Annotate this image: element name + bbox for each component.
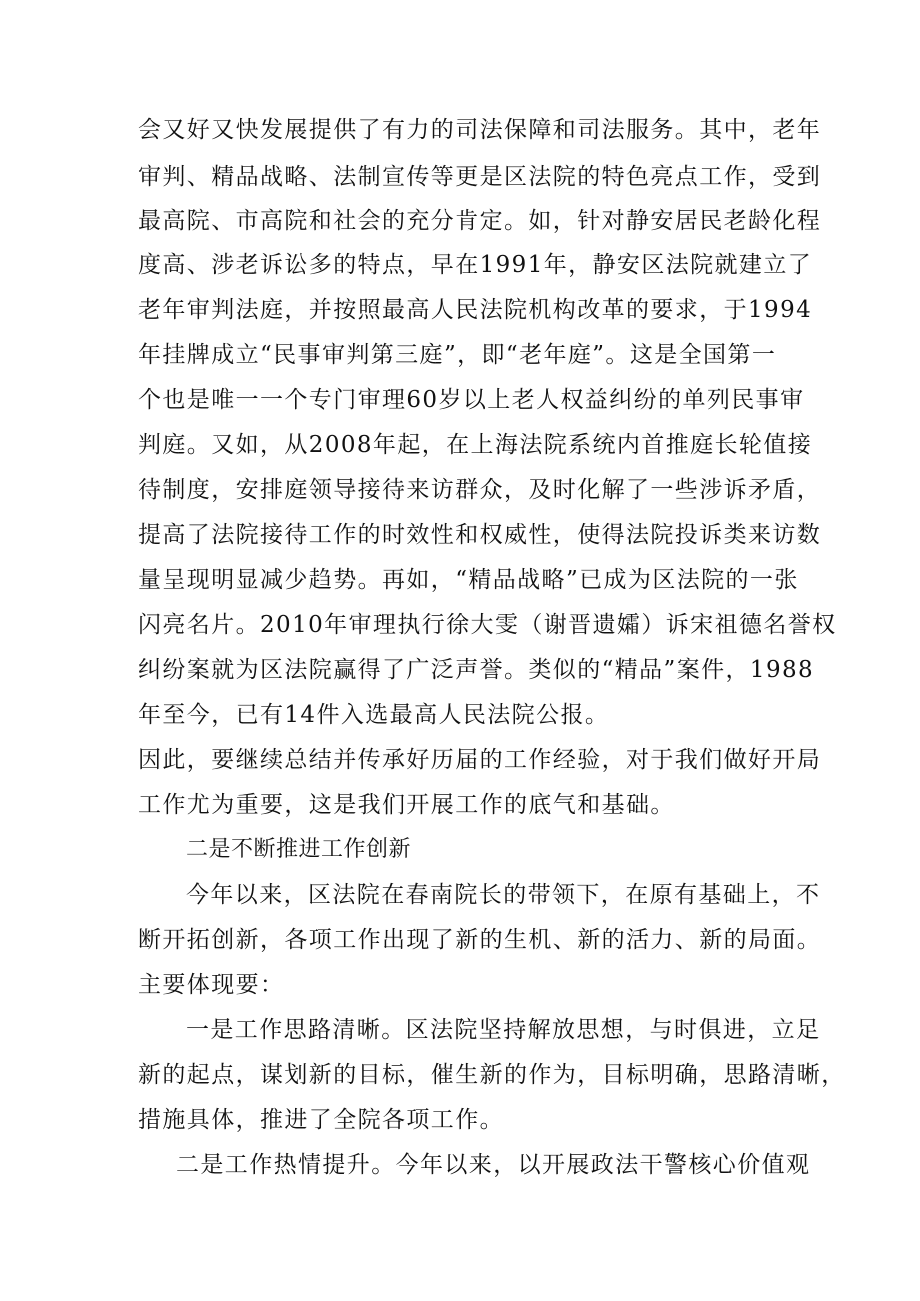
body-text-line: 年至今，已有14件入选最高人民法院公报。 [138, 702, 610, 728]
body-text-line: 判庭。又如，从2008年起，在上海法院系统内首推庭长轮值接 [138, 432, 813, 458]
body-text-line: 闪亮名片。2010年审理执行徐大雯（谢晋遗孀）诉宋祖德名誉权 [138, 612, 837, 638]
body-text-line: 因此，要继续总结并传承好历届的工作经验，对于我们做好开局 [138, 747, 822, 773]
body-text-line: 审判、精品战略、法制宣传等更是区法院的特色亮点工作，受到 [138, 164, 822, 190]
body-text-line: 新的起点，谋划新的目标，催生新的作为，目标明确，思路清晰， [138, 1062, 846, 1088]
body-text-line: 纠纷案就为区法院赢得了广泛声誉。类似的“精品”案件，1988 [138, 657, 815, 683]
body-text-line: 断开拓创新，各项工作出现了新的生机、新的活力、新的局面。 [138, 927, 822, 953]
body-text-line: 二是工作热情提升。今年以来，以开展政法干警核心价值观 [176, 1152, 811, 1178]
body-text-line: 工作尤为重要，这是我们开展工作的底气和基础。 [138, 792, 675, 818]
body-text-line: 老年审判法庭，并按照最高人民法院机构改革的要求，于1994 [138, 297, 813, 323]
section-heading: 二是不断推进工作创新 [186, 837, 412, 862]
body-text-line: 待制度，安排庭领导接待来访群众，及时化解了一些涉诉矛盾， [138, 477, 822, 503]
body-text-line: 提高了法院接待工作的时效性和权威性，使得法院投诉类来访数 [138, 522, 822, 548]
body-text-line: 最高院、市高院和社会的充分肯定。如，针对静安居民老龄化程 [138, 208, 822, 234]
body-text-line: 会又好又快发展提供了有力的司法保障和司法服务。其中，老年 [138, 117, 822, 143]
body-text-line: 个也是唯一一个专门审理60岁以上老人权益纠纷的单列民事审 [138, 387, 805, 413]
body-text-line: 主要体现要： [138, 972, 285, 998]
body-text-line: 年挂牌成立“民事审判第三庭”，即“老年庭”。这是全国第一 [138, 342, 777, 368]
body-text-line: 一是工作思路清晰。区法院坚持解放思想，与时俱进，立足 [186, 1017, 821, 1043]
body-text-line: 今年以来，区法院在春南院长的带领下，在原有基础上，不 [186, 882, 821, 908]
body-text-line: 量呈现明显减少趋势。再如，“精品战略”已成为区法院的一张 [138, 567, 799, 593]
body-text-line: 措施具体，推进了全院各项工作。 [138, 1107, 504, 1133]
body-text-line: 度高、涉老诉讼多的特点，早在1991年，静安区法院就建立了 [138, 252, 813, 278]
